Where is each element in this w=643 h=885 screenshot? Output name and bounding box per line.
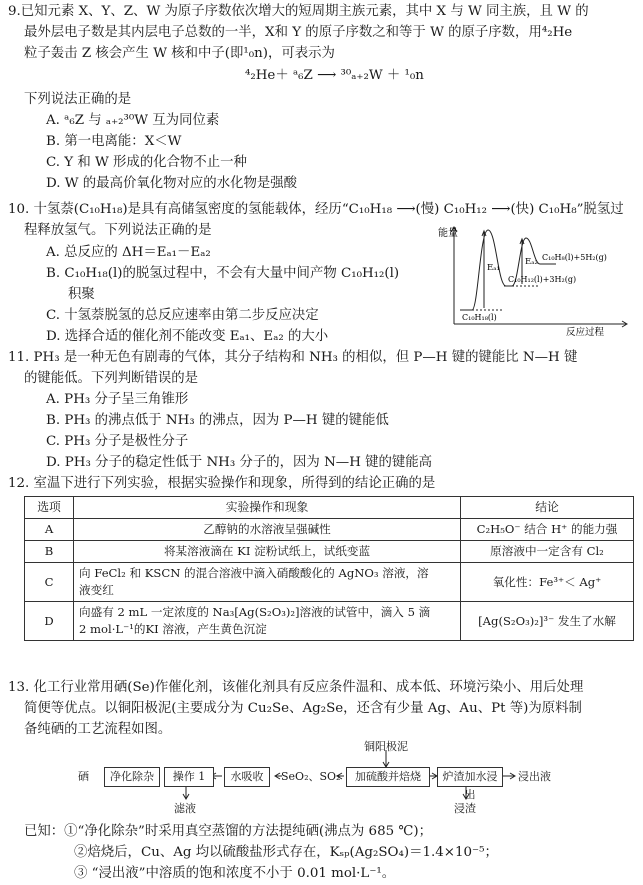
flow-step-water-absorb: 水吸收 — [224, 767, 270, 787]
flow-leachate-label: 浸出液 — [518, 770, 551, 783]
flow-gas-label: SeO₂、SO₂ — [281, 770, 341, 783]
state-mid-label: C₁₀H₁₂(l)+3H₂(g) — [508, 275, 577, 284]
flow-input-copper-slime: 铜阳极泥 — [364, 740, 408, 753]
flow-residue-label: 浸渣 — [454, 802, 476, 815]
flow-step-purify: 净化除杂 — [104, 767, 160, 787]
q13-stem-line3: 备纯硒的工艺流程如图。 — [24, 722, 172, 737]
energy-curve — [460, 230, 556, 310]
q11-option-a: A. PH₃ 分子呈三角锥形 — [46, 392, 189, 407]
q12-stem: 12. 室温下进行下列实验，根据实验操作和现象，所得到的结论正确的是 — [8, 476, 436, 491]
row-conclusion: [Ag(S₂O₃)₂]³⁻ 发生了水解 — [461, 602, 634, 641]
q13-known-1: 已知：①“净化除杂”时采用真空蒸馏的方法提纯硒(沸点为 685 ℃)； — [24, 824, 432, 839]
q13-stem-line2: 简便等优点。以铜阳极泥(主要成分为 Cu₂Se、Ag₂Se，还含有少量 Ag、Au、Pt 等)为原料制 — [24, 701, 582, 716]
q10-option-d: D. 选择合适的催化剂不能改变 Eₐ₁、Eₐ₂ 的大小 — [46, 329, 329, 344]
flow-step-operation1: 操作 1 — [164, 767, 214, 787]
q13-known-3: ③ “浸出液”中溶质的饱和浓度不小于 0.01 mol·L⁻¹。 — [74, 866, 396, 881]
ea1-label: Eₐ₁ — [487, 263, 500, 273]
q9-question: 下列说法正确的是 — [24, 92, 132, 107]
q9-stem-line3: 粒子轰击 Z 核会产生 W 核和中子(即¹₀n)，可表示为 — [24, 46, 335, 61]
row-operation: 将某溶液滴在 KI 淀粉试纸上，试纸变蓝 — [74, 541, 461, 563]
q9-option-c: C. Y 和 W 形成的化合物不止一种 — [46, 155, 247, 170]
row-operation: 乙醇钠的水溶液呈强碱性 — [74, 519, 461, 541]
row-operation-line: 向 FeCl₂ 和 KSCN 的混合溶液中滴入硝酸酸化的 AgNO₃ 溶液，溶 — [79, 566, 429, 580]
energy-profile-diagram — [438, 224, 638, 336]
state-end-label: C₁₀H₈(l)+5H₂(g) — [542, 253, 607, 262]
row-operation-line: 向盛有 2 mL 一定浓度的 Na₃[Ag(S₂O₃)₂]溶液的试管中，滴入 5 滴 — [79, 605, 431, 619]
q10-option-c: C. 十氢萘脱氢的总反应速率由第二步反应决定 — [46, 308, 319, 323]
row-operation — [74, 563, 461, 602]
flow-filtrate-label: 滤液 — [174, 802, 196, 815]
row-operation — [74, 602, 461, 641]
row-conclusion: 原溶液中一定含有 Cl₂ — [461, 541, 634, 563]
energy-xlabel: 反应过程 — [566, 327, 605, 336]
q10-stem-line2: 程释放氢气。下列说法正确的是 — [24, 223, 212, 238]
experiment-table — [24, 496, 634, 641]
energy-ylabel: 能量 — [438, 228, 458, 239]
table-row — [25, 541, 634, 563]
q9-stem-line1: 9.已知元素 X、Y、Z、W 为原子序数依次增大的短周期主族元素，其中 X 与 W 同主族，且 W 的 — [8, 4, 589, 19]
q11-stem-line1: 11. PH₃ 是一种无色有剧毒的气体，其分子结构和 NH₃ 的相似，但 P—H 键的键能比 N—H 键 — [8, 350, 578, 365]
table-header-row — [25, 497, 634, 519]
q10-option-b-line2: 积聚 — [68, 287, 95, 302]
flow-step-leach: 炉渣加水浸出 — [437, 767, 503, 787]
q11-option-b: B. PH₃ 的沸点低于 NH₃ 的沸点，因为 P—H 键的键能低 — [46, 413, 389, 428]
table-row — [25, 602, 634, 641]
row-option: C — [25, 563, 74, 602]
table-row — [25, 519, 634, 541]
flow-step-roast: 加硫酸并焙烧 — [346, 767, 430, 787]
q9-option-d: D. W 的最高价氧化物对应的水化物是强酸 — [46, 176, 298, 191]
ea2-label: Eₐ₂ — [525, 257, 538, 267]
header-conclusion: 结论 — [461, 497, 634, 519]
q10-option-a: A. 总反应的 ΔH＝Eₐ₁－Eₐ₂ — [46, 245, 211, 260]
q9-option-a: A. ᵃ₆Z 与 ₐ₊₂³⁰W 互为同位素 — [46, 113, 220, 128]
row-conclusion: C₂H₅O⁻ 结合 H⁺ 的能力强 — [461, 519, 634, 541]
table-row — [25, 563, 634, 602]
q9-option-b: B. 第一电离能：X＜W — [46, 134, 182, 149]
row-operation-line: 液变红 — [79, 583, 114, 597]
q10-stem-line1: 10. 十氢萘(C₁₀H₁₈)是具有高储氢密度的氢能载体，经历“C₁₀H₁₈ ⟶(慢) C₁₀H₁₂ ⟶(快) C₁₀H₈”脱氢过 — [8, 202, 624, 217]
flow-product-selenium: 硒 — [78, 770, 89, 783]
header-option: 选项 — [25, 497, 74, 519]
row-option: D — [25, 602, 74, 641]
state-start-label: C₁₀H₁₈(l) — [462, 313, 497, 322]
row-conclusion: 氧化性：Fe³⁺＜ Ag⁺ — [461, 563, 634, 602]
q9-nuclear-equation: ⁴₂He＋ ᵃ₆Z ⟶ ³⁰ₐ₊₂W ＋ ¹₀n — [245, 68, 424, 83]
header-operation: 实验操作和现象 — [74, 497, 461, 519]
q9-stem-line2: 最外层电子数是其内层电子总数的一半，X和 Y 的原子序数之和等于 W 的原子序数，用⁴₂He — [24, 25, 573, 40]
q13-stem-line1: 13. 化工行业常用硒(Se)作催化剂，该催化剂具有反应条件温和、成本低、环境污染小、用后处理 — [8, 680, 584, 695]
row-operation-line: 2 mol·L⁻¹的KI 溶液，产生黄色沉淀 — [79, 622, 267, 636]
row-option: B — [25, 541, 74, 563]
row-option: A — [25, 519, 74, 541]
q13-known-2: ②焙烧后，Cu、Ag 均以硫酸盐形式存在，Kₛₚ(Ag₂SO₄)＝1.4×10⁻⁵； — [74, 845, 498, 860]
q11-option-c: C. PH₃ 分子是极性分子 — [46, 434, 189, 449]
q11-option-d: D. PH₃ 分子的稳定性低于 NH₃ 分子的，因为 N—H 键的键能高 — [46, 455, 433, 470]
q11-stem-line2: 的键能低。下列判断错误的是 — [24, 371, 199, 386]
q10-option-b-line1: B. C₁₀H₁₈(l)的脱氢过程中，不会有大量中间产物 C₁₀H₁₂(l) — [46, 266, 400, 281]
